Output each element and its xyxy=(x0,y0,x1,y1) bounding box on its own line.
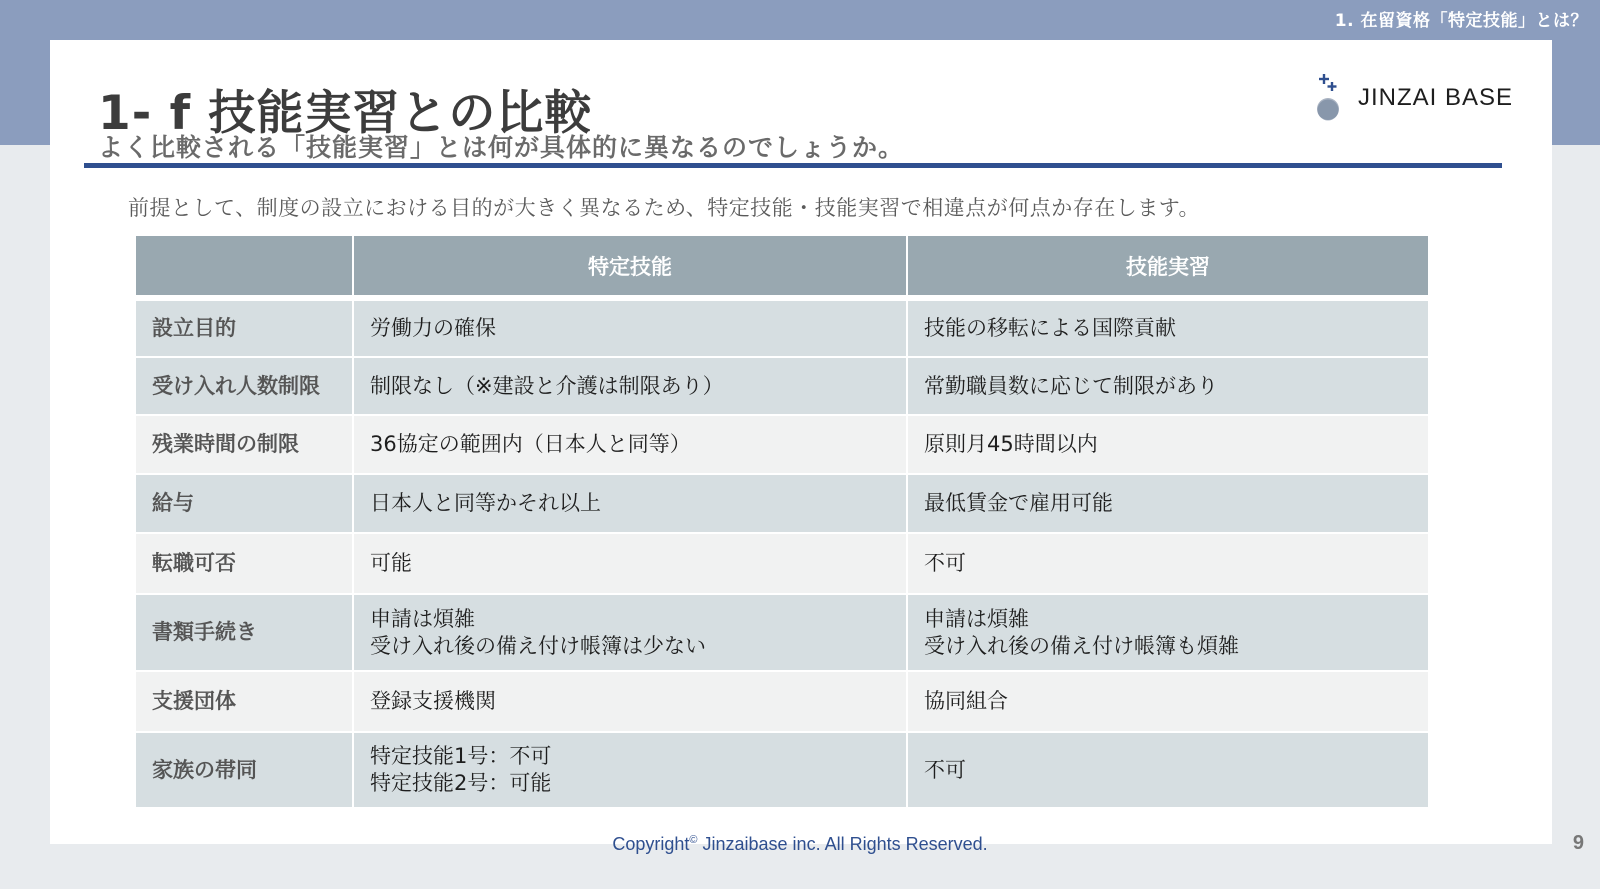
row-label: 書類手続き xyxy=(136,595,352,672)
page-title: 1- f 技能実習との比較 xyxy=(98,86,593,141)
cell-jisshu: 常勤職員数に応じて制限があり xyxy=(908,358,1428,416)
table-row xyxy=(136,672,1428,733)
cell-jisshu: 不可 xyxy=(908,534,1428,595)
table-row xyxy=(136,733,1428,809)
cell-jisshu: 不可 xyxy=(908,733,1428,809)
cell-jisshu: 協同組合 xyxy=(908,672,1428,733)
logo-text: JINZAI BASE xyxy=(1358,84,1514,111)
row-label: 転職可否 xyxy=(136,534,352,595)
table-row xyxy=(136,595,1428,672)
cell-tokutei: 申請は煩雑 受け入れ後の備え付け帳簿は少ない xyxy=(354,595,906,672)
table-row xyxy=(136,475,1428,534)
header-cell-tokutei: 特定技能 xyxy=(354,236,906,301)
copyright-word: Copyright xyxy=(612,834,690,854)
header-cell-blank xyxy=(136,236,352,301)
cell-jisshu: 最低賃金で雇用可能 xyxy=(908,475,1428,534)
cell-tokutei: 制限なし（※建設と介護は制限あり） xyxy=(354,358,906,416)
page-subtitle: よく比較される「技能実習」とは何が具体的に異なるのでしょうか。 xyxy=(98,133,905,162)
brand-logo xyxy=(1316,74,1526,128)
section-label: 1. 在留資格「特定技能」とは？ xyxy=(1334,11,1588,31)
table-row xyxy=(136,416,1428,475)
table-header-row xyxy=(136,236,1428,301)
cell-tokutei: 労働力の確保 xyxy=(354,301,906,358)
row-label: 家族の帯同 xyxy=(136,733,352,809)
header-cell-jisshu: 技能実習 xyxy=(908,236,1428,301)
comparison-table xyxy=(134,236,1430,809)
copyright-symbol: © xyxy=(689,834,698,846)
cell-tokutei: 登録支援機関 xyxy=(354,672,906,733)
slide xyxy=(50,40,1552,844)
page-number: 9 xyxy=(1572,832,1584,854)
copyright-footer xyxy=(0,834,1600,855)
row-label: 残業時間の制限 xyxy=(136,416,352,475)
copyright-rest: Jinzaibase inc. All Rights Reserved. xyxy=(697,834,988,854)
cell-tokutei: 36協定の範囲内（日本人と同等） xyxy=(354,416,906,475)
table-row xyxy=(136,358,1428,416)
cell-tokutei: 日本人と同等かそれ以上 xyxy=(354,475,906,534)
row-label: 給与 xyxy=(136,475,352,534)
cell-jisshu: 原則月45時間以内 xyxy=(908,416,1428,475)
cell-tokutei: 特定技能1号：不可 特定技能2号：可能 xyxy=(354,733,906,809)
row-label: 受け入れ人数制限 xyxy=(136,358,352,416)
cell-jisshu: 申請は煩雑 受け入れ後の備え付け帳簿も煩雑 xyxy=(908,595,1428,672)
logo-mark-icon xyxy=(1316,74,1350,128)
row-label: 設立目的 xyxy=(136,301,352,358)
cell-tokutei: 可能 xyxy=(354,534,906,595)
row-label: 支援団体 xyxy=(136,672,352,733)
cell-jisshu: 技能の移転による国際貢献 xyxy=(908,301,1428,358)
table-row xyxy=(136,301,1428,358)
title-divider xyxy=(84,163,1502,168)
table-row xyxy=(136,534,1428,595)
intro-text: 前提として、制度の設立における目的が大きく異なるため、特定技能・技能実習で相違点が何点か存在します。 xyxy=(128,196,1201,220)
